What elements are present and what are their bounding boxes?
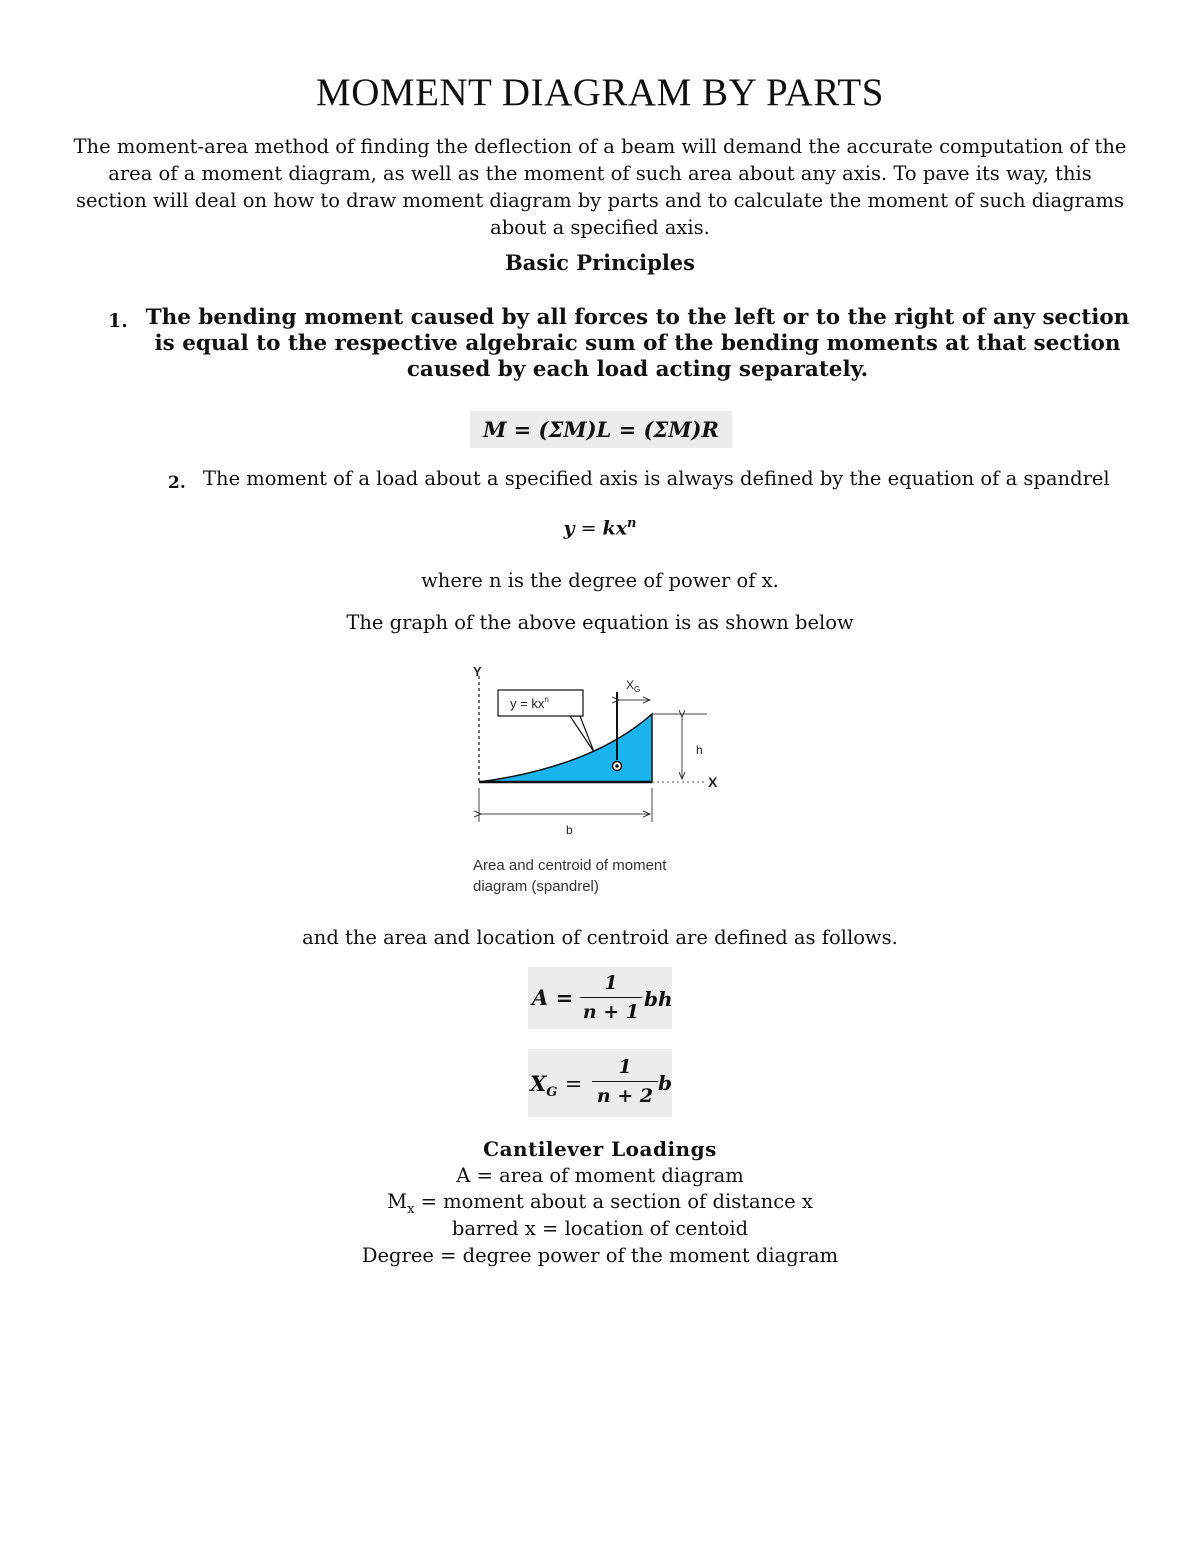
xg-label: $X_G$ <box>626 678 641 694</box>
cantilever-heading: Cantilever Loadings <box>483 1137 717 1161</box>
spandrel-figure <box>462 662 722 902</box>
spandrel-exponent: n <box>627 516 637 531</box>
centroid-dot <box>615 764 619 768</box>
b-label: b <box>566 823 573 837</box>
moment-sum-equation <box>470 411 732 448</box>
centroid-lhs: $X_G$ = <box>530 1071 583 1101</box>
centroid-tail: b <box>658 1071 672 1095</box>
item-1-text: The bending moment caused by all forces to the left or to the right of any section is equal to the respective algebraic sum of the bending moments at that section caused by each load acting separately. <box>145 305 1130 382</box>
page-title: MOMENT DIAGRAM BY PARTS <box>316 71 884 114</box>
area-lhs: A = <box>532 985 574 1010</box>
centroid-numerator: 1 <box>618 1056 632 1078</box>
centroid-equation <box>528 1049 672 1117</box>
centroid-fraction-bar <box>592 1081 658 1082</box>
item-2-text: The moment of a load about a specified axis is always defined by the equation of a spandrel <box>203 467 1110 490</box>
basic-principles-heading: Basic Principles <box>505 250 695 275</box>
figure-caption-line2: diagram (spandrel) <box>473 878 599 895</box>
definition-degree: Degree = degree power of the moment diagram <box>361 1244 839 1267</box>
moment-sum-formula: M = (ΣM)L = (ΣM)R <box>483 417 719 442</box>
area-fraction-bar <box>580 997 642 998</box>
area-denominator: n + 1 <box>582 1001 640 1023</box>
item-1-number: 1. <box>108 310 128 332</box>
centroid-denominator: n + 2 <box>596 1085 654 1107</box>
spandrel-rhs: kx <box>602 517 628 540</box>
area-equation <box>528 967 672 1029</box>
item-2-number: 2. <box>168 473 186 493</box>
spandrel-lhs: y <box>563 517 575 540</box>
centroid-fraction <box>592 1055 658 1108</box>
intro-paragraph: The moment-area method of finding the deflection of a beam will demand the accurate computation of the area of a moment diagram, as well as the moment of such area about any axis. To pave its way, this section will deal on how to draw moment diagram by parts and to calculate the moment of such diagrams about a specified axis. <box>73 135 1127 239</box>
area-numerator: 1 <box>604 972 618 994</box>
callout-text: $y = kx^n$ <box>510 695 549 711</box>
figure-caption-line1: Area and centroid of moment <box>473 857 667 874</box>
h-label: h <box>696 743 703 757</box>
area-fraction <box>580 971 642 1024</box>
spandrel-equation: $y = kx^n$ <box>563 516 637 540</box>
after-figure-text: and the area and location of centroid are defined as follows. <box>302 926 898 949</box>
definition-moment: $M_x$ = moment about a section of distance x <box>387 1190 813 1217</box>
definition-area: A = area of moment diagram <box>456 1164 744 1187</box>
area-tail: bh <box>644 987 673 1011</box>
x-axis-label: X <box>708 774 718 790</box>
spandrel-area <box>479 714 652 782</box>
graph-intro-text: The graph of the above equation is as shown below <box>346 611 854 634</box>
y-axis-label: Y <box>473 664 482 679</box>
callout-pointer <box>570 716 594 752</box>
where-text: where n is the degree of power of x. <box>421 569 779 592</box>
definition-centroid: barred x = location of centoid <box>451 1217 749 1240</box>
